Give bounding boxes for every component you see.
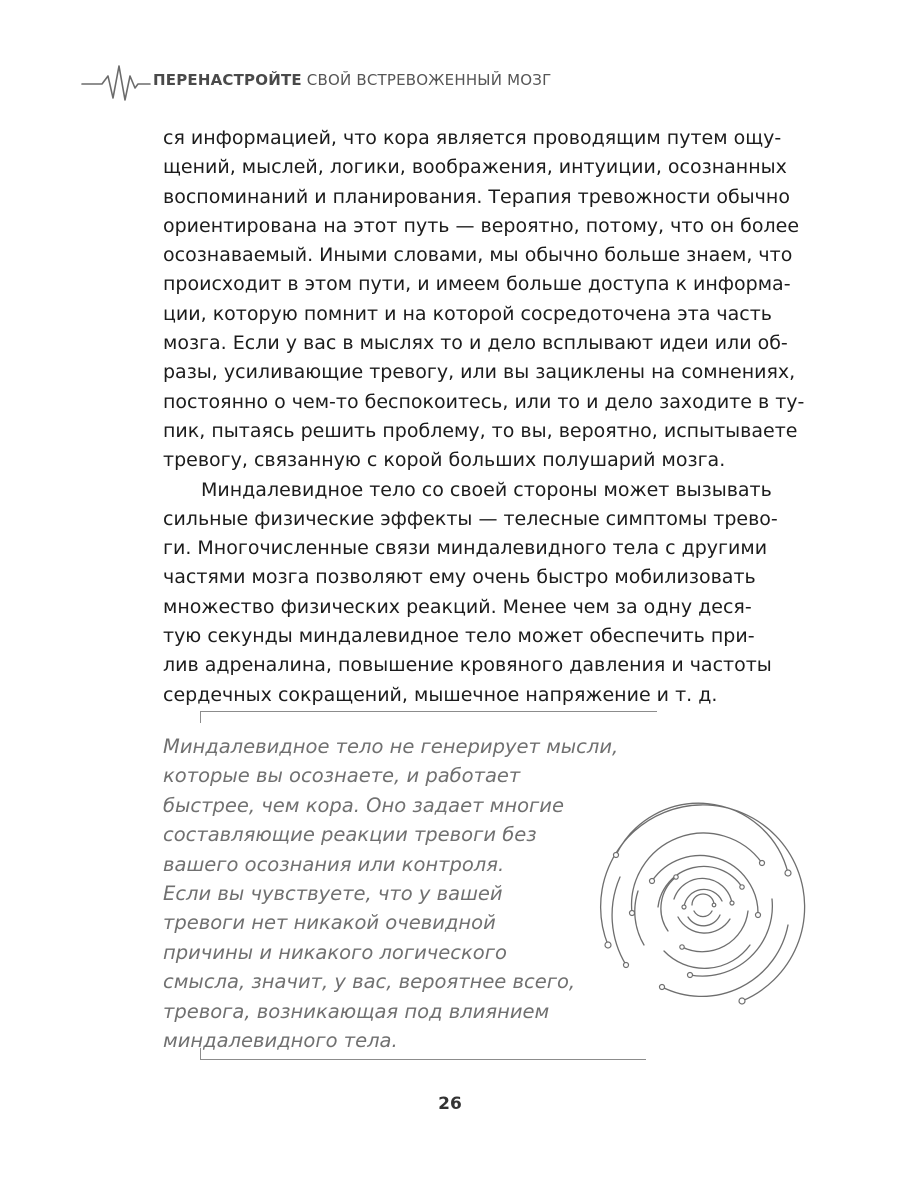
body-line: происходит в этом пути, и имеем больше доступа к информа- [163,273,791,296]
callout-line: смысла, значит, у вас, вероятнее всего, [163,970,576,994]
callout-line: составляющие реакции тревоги без [163,823,537,847]
body-line: осознаваемый. Иными словами, мы обычно больше знаем, что [163,244,793,267]
callout-line: Миндалевидное тело не генерирует мысли, [163,735,619,758]
callout-line: Если вы чувствуете, что у вашей [163,882,503,906]
callout-line: вашего осознания или контроля. [163,852,505,876]
callout-line: причины и никакого логического [163,940,507,964]
body-line: тревогу, связанную с корой больших полушарий мозга. [163,449,726,472]
body-line: ся информацией, что кора является проводящим путем ощу- [163,127,782,149]
body-line: пик, пытаясь решить проблему, то вы, вероятно, испытываете [163,419,798,442]
body-line: щений, мыслей, логики, воображения, интуиции, осознанных [163,156,787,179]
page-number: 26 [438,1094,462,1114]
body-line: ориентирована на этот путь — вероятно, потому, что он более [163,214,800,237]
body-line: сердечных сокращений, мышечное напряжение и т. д. [163,683,718,706]
body-line: сильные физические эффекты — телесные симптомы трево- [163,507,778,530]
spiral-circles-icon [592,795,814,1017]
body-line: тую секунды миндалевидное тело может обеспечить при- [163,625,755,648]
body-line: ги. Многочисленные связи миндалевидного тела с другими [163,537,768,560]
callout-top-rule [200,711,657,723]
body-line: множество физических реакций. Менее чем за одну деся- [163,595,752,618]
callout-bottom-rule [200,1048,646,1060]
body-line: постоянно о чем-то беспокоитесь, или то и дело заходите в ту- [163,390,805,413]
body-line: лив адреналина, повышение кровяного давления и частоты [163,654,772,677]
body-text [163,124,805,710]
callout-text [163,732,619,1055]
body-line: воспоминаний и планирования. Терапия тревожности обычно [163,185,790,208]
body-line: разы, усиливающие тревогу, или вы зациклены на сомнениях, [163,361,796,384]
body-line: частями мозга позволяют ему очень быстро мобилизовать [163,566,756,589]
callout-line: быстрее, чем кора. Оно задает многие [163,793,564,817]
callout-line: тревога, возникающая под влиянием [163,999,550,1023]
running-head-rest: СВОЙ ВСТРЕВОЖЕННЫЙ МОЗГ [301,71,552,89]
callout-line: миндалевидного тела. [163,1029,398,1053]
callout-line: тревоги нет никакой очевидной [163,911,496,935]
body-line: Миндалевидное тело со своей стороны может вызывать [201,478,772,501]
running-header [80,62,840,106]
running-head-title [153,71,551,89]
running-head-bold: ПЕРЕНАСТРОЙТЕ [153,71,302,89]
callout-line: которые вы осознаете, и работает [163,764,521,788]
heartbeat-icon [80,62,152,106]
body-line: мозга. Если у вас в мыслях то и дело всплывают идеи или об- [163,332,788,355]
body-line: ции, которую помнит и на которой сосредоточена эта часть [163,302,772,325]
